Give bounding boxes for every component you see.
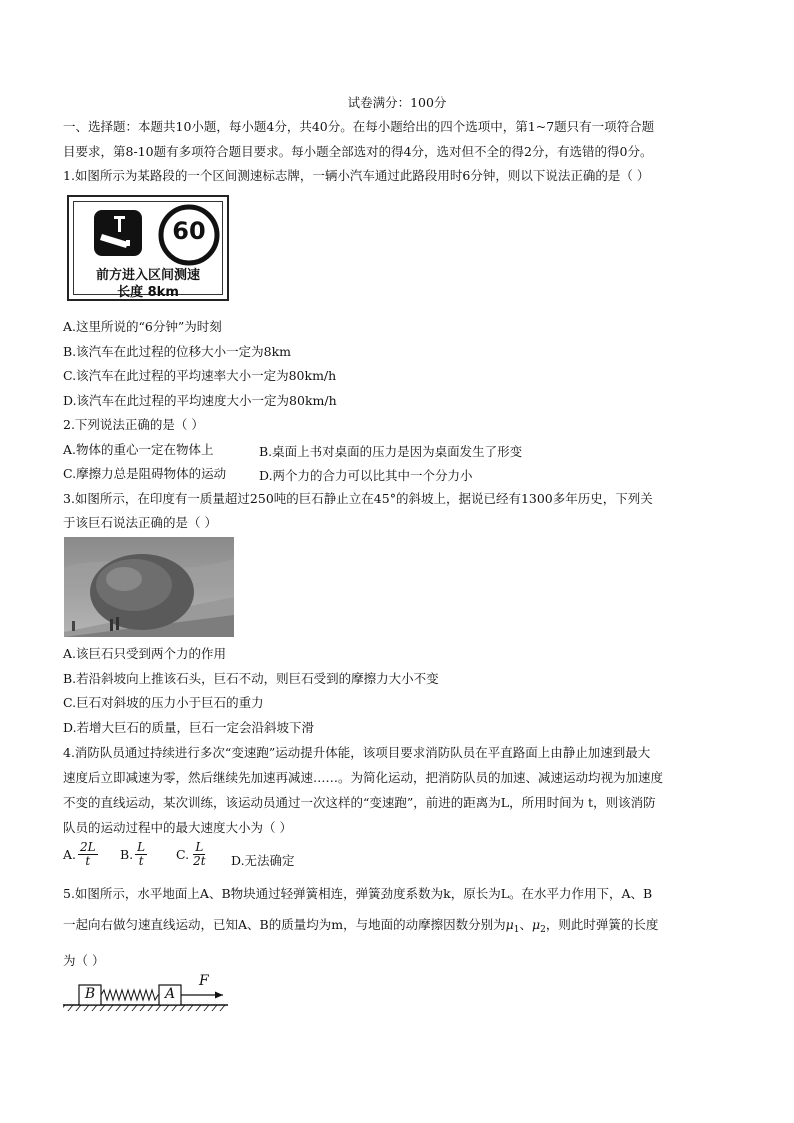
q3-option-a: A.该巨石只受到两个力的作用 (63, 646, 227, 661)
speed-limit-value: 60 (172, 217, 206, 245)
q2-stem: 2.下列说法正确的是（ ） (63, 417, 204, 432)
q5-stem-line1: 5.如图所示，水平地面上A、B物块通过轻弹簧相连，弹簧劲度系数为k，原长为L。在水平力作用下，A、B (63, 886, 653, 901)
q4-option-d: D.无法确定 (231, 853, 295, 868)
spring (101, 990, 159, 1000)
q2-option-c: C.摩擦力总是阻碍物体的运动 (63, 466, 227, 481)
q2-option-d: D.两个力的合力可以比其中一个分力小 (259, 468, 473, 483)
q4-option-c: C. $\frac{L}{2t}$ (176, 840, 206, 868)
q3-stem-line2: 于该巨石说法正确的是（ ） (63, 515, 217, 530)
q2-option-b: B.桌面上书对桌面的压力是因为桌面发生了形变 (259, 444, 523, 459)
q4-stem-line2: 速度后立即减速为零，然后继续先加速再减速……。为简化运动，把消防队员的加速、减速运动均视为加速度 (63, 770, 664, 785)
section-instructions-line2: 目要求，第8-10题有多项符合题目要求。每小题全部选对的得4分，选对但不全的得2分，有选错的得0分。 (63, 144, 653, 159)
boulder-photo (64, 537, 234, 637)
q3-stem-line1: 3.如图所示，在印度有一质量超过250吨的巨石静止立在45°的斜坡上，据说已经有1300多年历史，下列关 (63, 491, 653, 506)
q1-option-b: B.该汽车在此过程的位移大小一定为8km (63, 344, 292, 359)
q4-stem-line1: 4.消防队员通过持续进行多次“变速跑”运动提升体能，该项目要求消防队员在平直路面上由静止加速到最大 (63, 745, 651, 760)
q4-option-b: B. $\frac{L}{t}$ (120, 840, 146, 868)
q1-option-d: D.该汽车在此过程的平均速度大小一定为80km/h (63, 393, 337, 408)
q2-option-a: A.物体的重心一定在物体上 (63, 442, 214, 457)
q1-stem: 1.如图所示为某路段的一个区间测速标志牌，一辆小汽车通过此路段用时6分钟，则以下说法正确的是（ ） (63, 168, 650, 183)
force-label: F (199, 973, 209, 989)
spring-blocks-figure (63, 973, 233, 1013)
camera-icon (92, 208, 152, 264)
sign-text-line2: 长度 8km (117, 285, 179, 300)
q4-option-a: A. $\frac{2L}{t}$ (63, 840, 96, 868)
block-b-label: B (84, 986, 96, 1002)
q4-stem-line3: 不变的直线运动，某次训练，该运动员通过一次这样的“变速跑”，前进的距离为L，所用时间为 t，则该消防 (63, 795, 656, 810)
q4-stem-line4: 队员的运动过程中的最大速度大小为（ ） (63, 820, 292, 835)
q3-option-d: D.若增大巨石的质量，巨石一定会沿斜坡下滑 (63, 720, 315, 735)
q1-option-a: A.这里所说的“6分钟”为时刻 (63, 319, 222, 334)
q5-stem-line3: 为（ ） (63, 953, 105, 968)
q1-option-c: C.该汽车在此过程的平均速率大小一定为80km/h (63, 368, 337, 383)
q5-stem-line2: 一起向右做匀速直线运动，已知A、B的质量均为m，与地面的动摩擦因数分别为$\mu_1$、$\mu_2$，则此时弹簧的长度 (63, 917, 659, 935)
section-instructions-line1: 一、选择题：本题共10小题，每小题4分，共40分。在每小题给出的四个选项中，第1~7题只有一项符合题 (63, 119, 655, 134)
q3-option-c: C.巨石对斜坡的压力小于巨石的重力 (63, 695, 264, 710)
block-a-label: A (164, 986, 176, 1002)
score-header: 试卷满分：100分 (347, 95, 447, 110)
q3-option-b: B.若沿斜坡向上推该石头，巨石不动，则巨石受到的摩擦力大小不变 (63, 671, 439, 686)
speed-camera-sign (67, 195, 229, 301)
sign-text-line1: 前方进入区间测速 (95, 268, 200, 283)
